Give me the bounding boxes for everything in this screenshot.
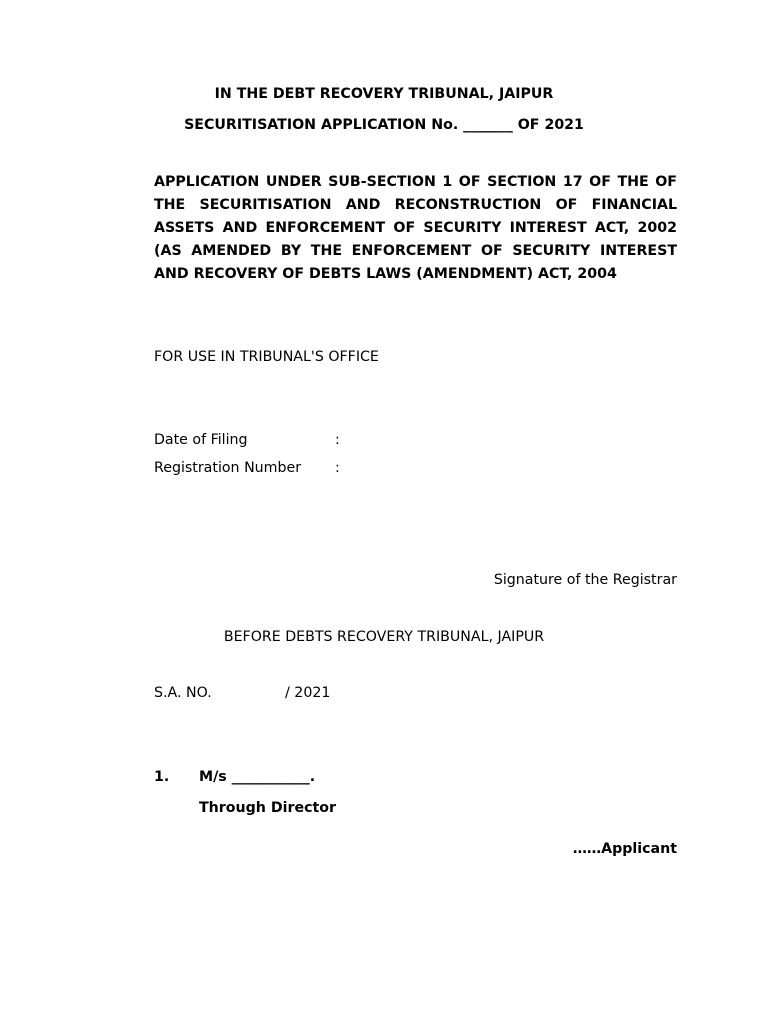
date-of-filing-colon: : [335, 432, 340, 448]
tribunal-heading: BEFORE DEBTS RECOVERY TRIBUNAL, JAIPUR [223, 629, 545, 645]
sa-no-label: S.A. NO. [154, 685, 212, 701]
registration-number-colon: : [335, 460, 340, 476]
sa-no-year: / 2021 [285, 685, 331, 701]
party-through: Through Director [199, 800, 337, 816]
registration-number-label: Registration Number [154, 460, 302, 476]
registrar-signature-label: Signature of the Registrar [493, 572, 677, 588]
party-role: ……Applicant [572, 841, 677, 857]
party-name: M/s ___________. [199, 769, 316, 785]
office-use-heading: FOR USE IN TRIBUNAL'S OFFICE [154, 349, 379, 365]
court-title: IN THE DEBT RECOVERY TRIBUNAL, JAIPUR [214, 86, 554, 102]
preamble-paragraph: APPLICATION UNDER SUB-SECTION 1 OF SECTION 17 OF THE OF THE SECURITISATION AND RECONSTRUCTION OF FINANCIAL ASSETS AND ENFORCEMENT OF SECURITY INTEREST ACT, 2002 (AS AMENDED BY THE ENFORCEMENT OF SECURITY INTEREST AND RECOVERY OF DEBTS LAWS (AMENDMENT) ACT, 2004 [154, 174, 677, 282]
date-of-filing-label: Date of Filing [154, 432, 248, 448]
party-number: 1. [154, 769, 170, 785]
application-number: SECURITISATION APPLICATION No. _______ OF 2021 [184, 117, 584, 133]
